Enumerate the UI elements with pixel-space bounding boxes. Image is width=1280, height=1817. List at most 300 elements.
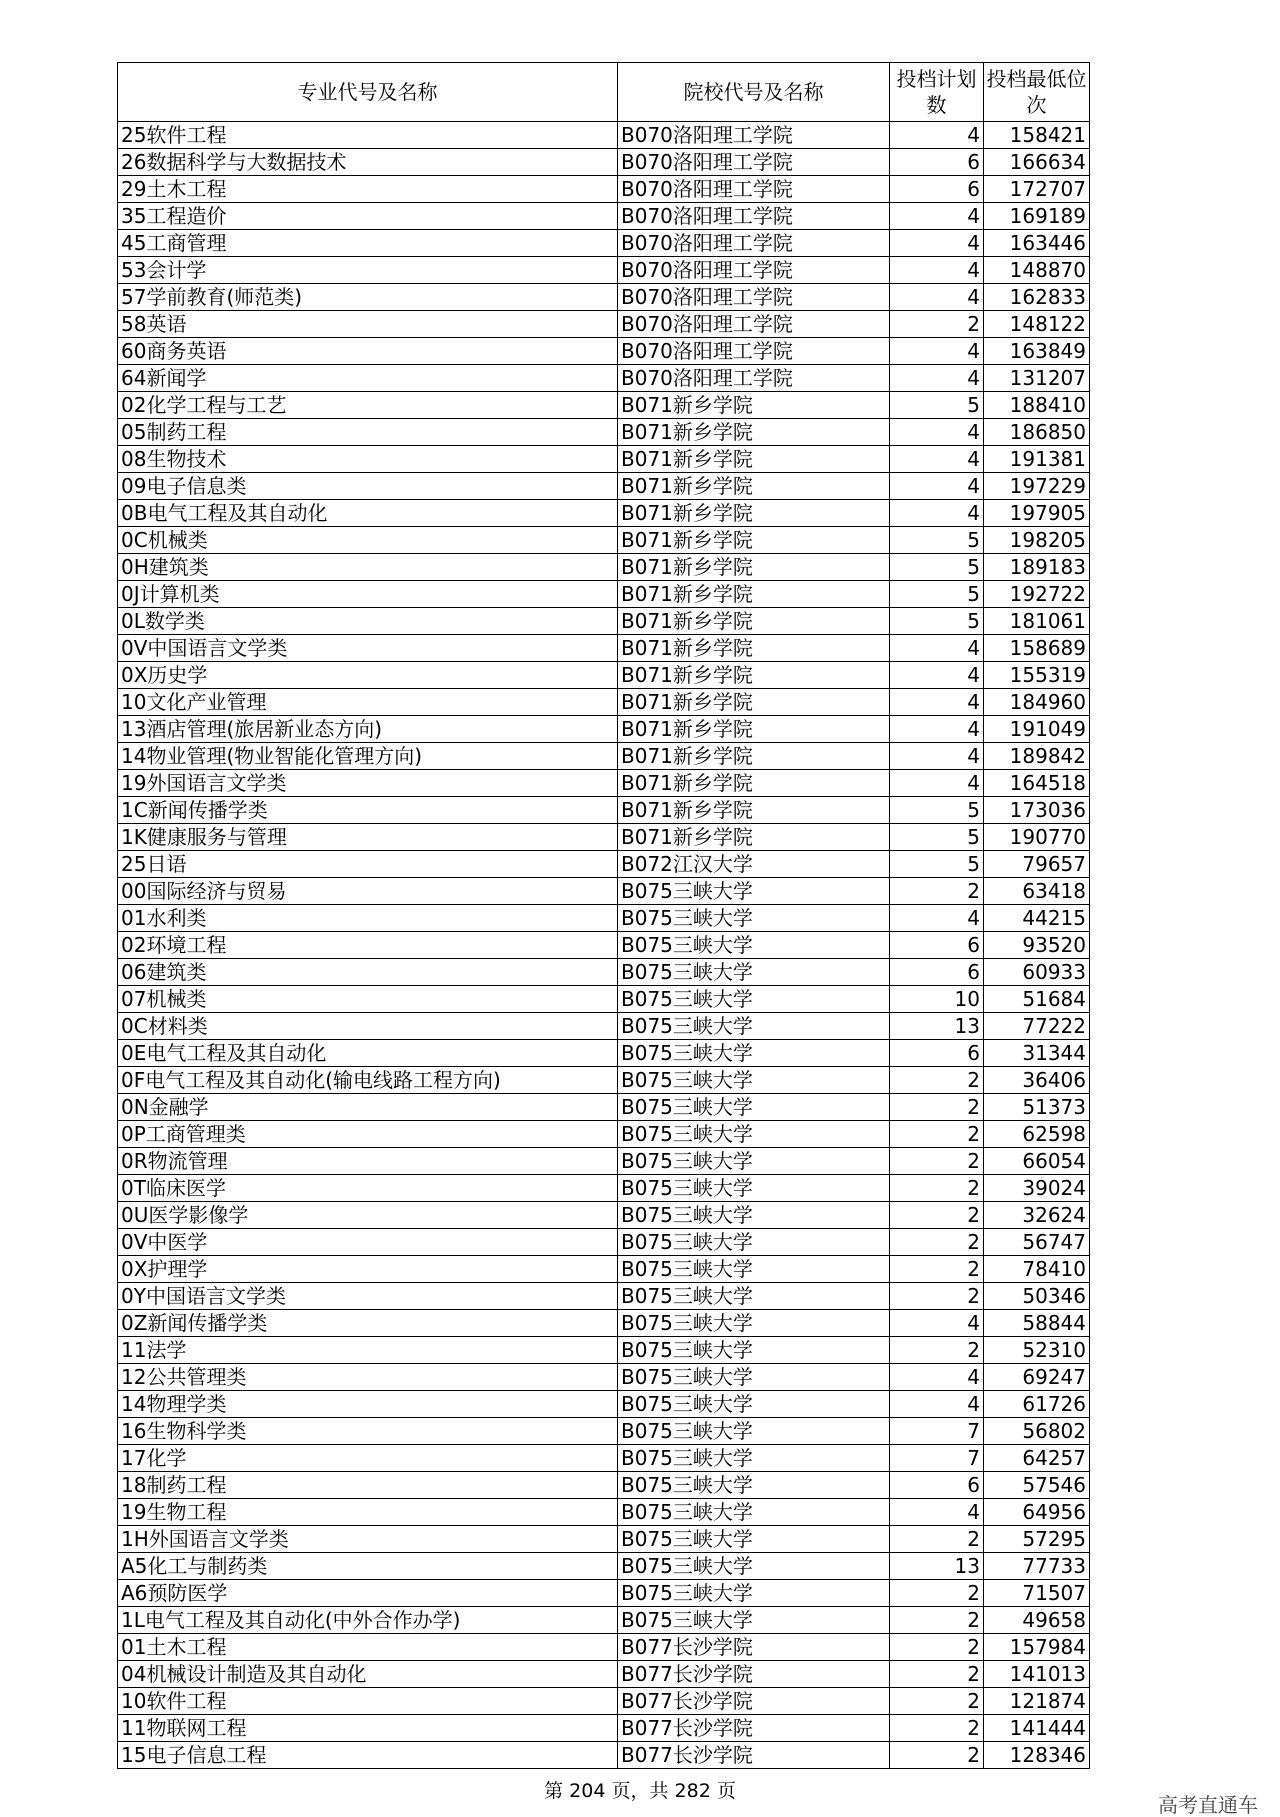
- cell-rank: 163849: [984, 338, 1090, 365]
- cell-rank: 158689: [984, 635, 1090, 662]
- cell-major: 0E电气工程及其自动化: [118, 1040, 618, 1067]
- cell-rank: 141013: [984, 1661, 1090, 1688]
- table-row: [118, 1337, 1090, 1364]
- cell-rank: 190770: [984, 824, 1090, 851]
- cell-rank: 189183: [984, 554, 1090, 581]
- cell-rank: 39024: [984, 1175, 1090, 1202]
- cell-rank: 186850: [984, 419, 1090, 446]
- cell-major: 0V中国语言文学类: [118, 635, 618, 662]
- cell-plan: 2: [890, 1580, 984, 1607]
- cell-plan: 4: [890, 122, 984, 149]
- cell-major: 01土木工程: [118, 1634, 618, 1661]
- cell-school: B071新乡学院: [618, 392, 890, 419]
- cell-major: 0H建筑类: [118, 554, 618, 581]
- cell-plan: 4: [890, 419, 984, 446]
- cell-major: 57学前教育(师范类): [118, 284, 618, 311]
- table-row: [118, 581, 1090, 608]
- table-row: [118, 1391, 1090, 1418]
- cell-rank: 164518: [984, 770, 1090, 797]
- cell-plan: 4: [890, 473, 984, 500]
- cell-school: B070洛阳理工学院: [618, 176, 890, 203]
- table-row: [118, 257, 1090, 284]
- cell-school: B070洛阳理工学院: [618, 149, 890, 176]
- cell-school: B071新乡学院: [618, 608, 890, 635]
- cell-major: 0C机械类: [118, 527, 618, 554]
- cell-plan: 13: [890, 1013, 984, 1040]
- cell-major: 14物业管理(物业智能化管理方向): [118, 743, 618, 770]
- cell-school: B075三峡大学: [618, 1607, 890, 1634]
- table-row: [118, 689, 1090, 716]
- table-row: [118, 905, 1090, 932]
- cell-school: B070洛阳理工学院: [618, 122, 890, 149]
- table-row: [118, 1580, 1090, 1607]
- cell-rank: 62598: [984, 1121, 1090, 1148]
- cell-plan: 4: [890, 365, 984, 392]
- cell-school: B070洛阳理工学院: [618, 338, 890, 365]
- cell-rank: 184960: [984, 689, 1090, 716]
- cell-plan: 6: [890, 959, 984, 986]
- table-row: [118, 1121, 1090, 1148]
- cell-plan: 2: [890, 311, 984, 338]
- cell-rank: 57295: [984, 1526, 1090, 1553]
- cell-plan: 5: [890, 824, 984, 851]
- table-row: [118, 1094, 1090, 1121]
- cell-major: 0R物流管理: [118, 1148, 618, 1175]
- cell-school: B071新乡学院: [618, 500, 890, 527]
- cell-major: 14物理学类: [118, 1391, 618, 1418]
- table-row: [118, 608, 1090, 635]
- cell-school: B075三峡大学: [618, 1229, 890, 1256]
- cell-school: B075三峡大学: [618, 1175, 890, 1202]
- cell-school: B075三峡大学: [618, 1526, 890, 1553]
- cell-rank: 63418: [984, 878, 1090, 905]
- cell-major: 64新闻学: [118, 365, 618, 392]
- cell-major: 0Y中国语言文学类: [118, 1283, 618, 1310]
- cell-rank: 50346: [984, 1283, 1090, 1310]
- cell-rank: 69247: [984, 1364, 1090, 1391]
- cell-major: 11物联网工程: [118, 1715, 618, 1742]
- cell-plan: 6: [890, 176, 984, 203]
- cell-rank: 131207: [984, 365, 1090, 392]
- cell-major: 02环境工程: [118, 932, 618, 959]
- cell-school: B071新乡学院: [618, 716, 890, 743]
- table-row: [118, 797, 1090, 824]
- cell-rank: 64956: [984, 1499, 1090, 1526]
- cell-plan: 4: [890, 905, 984, 932]
- cell-rank: 71507: [984, 1580, 1090, 1607]
- cell-major: 25日语: [118, 851, 618, 878]
- cell-plan: 4: [890, 770, 984, 797]
- cell-plan: 5: [890, 392, 984, 419]
- cell-major: 00国际经济与贸易: [118, 878, 618, 905]
- cell-rank: 173036: [984, 797, 1090, 824]
- cell-plan: 4: [890, 1310, 984, 1337]
- cell-school: B075三峡大学: [618, 1553, 890, 1580]
- watermark-text: 高考直通车: [1158, 1793, 1258, 1817]
- cell-major: 0P工商管理类: [118, 1121, 618, 1148]
- cell-school: B075三峡大学: [618, 1391, 890, 1418]
- cell-school: B070洛阳理工学院: [618, 284, 890, 311]
- table-row: [118, 986, 1090, 1013]
- cell-major: 10软件工程: [118, 1688, 618, 1715]
- table-row: [118, 1715, 1090, 1742]
- cell-school: B075三峡大学: [618, 1337, 890, 1364]
- table-row: [118, 932, 1090, 959]
- table-row: [118, 1661, 1090, 1688]
- cell-plan: 5: [890, 581, 984, 608]
- cell-major: 07机械类: [118, 986, 618, 1013]
- cell-school: B075三峡大学: [618, 1256, 890, 1283]
- cell-rank: 79657: [984, 851, 1090, 878]
- cell-plan: 2: [890, 1634, 984, 1661]
- cell-rank: 78410: [984, 1256, 1090, 1283]
- table-row: [118, 1634, 1090, 1661]
- cell-school: B075三峡大学: [618, 1202, 890, 1229]
- cell-rank: 57546: [984, 1472, 1090, 1499]
- cell-major: 11法学: [118, 1337, 618, 1364]
- cell-plan: 2: [890, 1148, 984, 1175]
- table-row: [118, 338, 1090, 365]
- header-plan: 投档计划数: [890, 63, 984, 122]
- cell-plan: 6: [890, 1472, 984, 1499]
- cell-school: B075三峡大学: [618, 1310, 890, 1337]
- cell-major: 0J计算机类: [118, 581, 618, 608]
- cell-school: B070洛阳理工学院: [618, 365, 890, 392]
- cell-school: B075三峡大学: [618, 1148, 890, 1175]
- table-row: [118, 1148, 1090, 1175]
- cell-plan: 2: [890, 1229, 984, 1256]
- cell-plan: 13: [890, 1553, 984, 1580]
- cell-school: B075三峡大学: [618, 1472, 890, 1499]
- table-row: [118, 1310, 1090, 1337]
- table-row: [118, 1688, 1090, 1715]
- table-row: [118, 446, 1090, 473]
- cell-rank: 66054: [984, 1148, 1090, 1175]
- cell-school: B071新乡学院: [618, 554, 890, 581]
- cell-major: 12公共管理类: [118, 1364, 618, 1391]
- cell-school: B077长沙学院: [618, 1661, 890, 1688]
- page-number: 第 204 页，共 282 页: [544, 1780, 736, 1802]
- cell-school: B071新乡学院: [618, 635, 890, 662]
- cell-school: B075三峡大学: [618, 1094, 890, 1121]
- cell-rank: 52310: [984, 1337, 1090, 1364]
- cell-school: B071新乡学院: [618, 743, 890, 770]
- cell-major: 05制药工程: [118, 419, 618, 446]
- cell-rank: 77733: [984, 1553, 1090, 1580]
- table-row: [118, 149, 1090, 176]
- table-row: [118, 716, 1090, 743]
- cell-major: 19外国语言文学类: [118, 770, 618, 797]
- cell-school: B075三峡大学: [618, 905, 890, 932]
- cell-rank: 197229: [984, 473, 1090, 500]
- cell-major: 0L数学类: [118, 608, 618, 635]
- cell-plan: 6: [890, 932, 984, 959]
- cell-rank: 191049: [984, 716, 1090, 743]
- cell-school: B075三峡大学: [618, 1418, 890, 1445]
- cell-plan: 4: [890, 635, 984, 662]
- cell-major: A5化工与制药类: [118, 1553, 618, 1580]
- cell-major: 02化学工程与工艺: [118, 392, 618, 419]
- cell-school: B071新乡学院: [618, 473, 890, 500]
- cell-school: B071新乡学院: [618, 689, 890, 716]
- cell-major: 0U医学影像学: [118, 1202, 618, 1229]
- cell-plan: 4: [890, 338, 984, 365]
- table-row: [118, 1526, 1090, 1553]
- cell-plan: 2: [890, 878, 984, 905]
- cell-major: 0C材料类: [118, 1013, 618, 1040]
- cell-rank: 36406: [984, 1067, 1090, 1094]
- cell-rank: 191381: [984, 446, 1090, 473]
- cell-plan: 4: [890, 662, 984, 689]
- cell-rank: 162833: [984, 284, 1090, 311]
- table-row: [118, 1553, 1090, 1580]
- cell-major: 25软件工程: [118, 122, 618, 149]
- cell-plan: 4: [890, 743, 984, 770]
- cell-school: B071新乡学院: [618, 527, 890, 554]
- cell-major: 1K健康服务与管理: [118, 824, 618, 851]
- cell-major: A6预防医学: [118, 1580, 618, 1607]
- header-major: 专业代号及名称: [118, 63, 618, 122]
- table-row: [118, 1202, 1090, 1229]
- cell-plan: 2: [890, 1742, 984, 1769]
- cell-school: B072江汉大学: [618, 851, 890, 878]
- cell-rank: 32624: [984, 1202, 1090, 1229]
- table-header: [118, 63, 1090, 122]
- table-row: [118, 122, 1090, 149]
- cell-rank: 163446: [984, 230, 1090, 257]
- cell-school: B070洛阳理工学院: [618, 311, 890, 338]
- cell-school: B071新乡学院: [618, 419, 890, 446]
- cell-rank: 141444: [984, 1715, 1090, 1742]
- cell-major: 45工商管理: [118, 230, 618, 257]
- table-row: [118, 1445, 1090, 1472]
- cell-school: B075三峡大学: [618, 1445, 890, 1472]
- cell-plan: 5: [890, 851, 984, 878]
- cell-school: B077长沙学院: [618, 1715, 890, 1742]
- table-row: [118, 824, 1090, 851]
- table-row: [118, 878, 1090, 905]
- cell-plan: 2: [890, 1121, 984, 1148]
- cell-rank: 148870: [984, 257, 1090, 284]
- cell-plan: 4: [890, 1391, 984, 1418]
- cell-major: 0V中医学: [118, 1229, 618, 1256]
- cell-rank: 56802: [984, 1418, 1090, 1445]
- cell-school: B070洛阳理工学院: [618, 230, 890, 257]
- cell-plan: 5: [890, 527, 984, 554]
- cell-plan: 2: [890, 1256, 984, 1283]
- cell-school: B075三峡大学: [618, 959, 890, 986]
- table-row: [118, 1256, 1090, 1283]
- cell-school: B075三峡大学: [618, 1121, 890, 1148]
- cell-school: B075三峡大学: [618, 1499, 890, 1526]
- cell-rank: 128346: [984, 1742, 1090, 1769]
- cell-rank: 93520: [984, 932, 1090, 959]
- cell-school: B075三峡大学: [618, 878, 890, 905]
- table-row: [118, 311, 1090, 338]
- table-row: [118, 284, 1090, 311]
- cell-rank: 181061: [984, 608, 1090, 635]
- cell-major: 01水利类: [118, 905, 618, 932]
- table-row: [118, 230, 1090, 257]
- cell-rank: 169189: [984, 203, 1090, 230]
- cell-major: 09电子信息类: [118, 473, 618, 500]
- cell-rank: 77222: [984, 1013, 1090, 1040]
- table-row: [118, 1607, 1090, 1634]
- cell-major: 16生物科学类: [118, 1418, 618, 1445]
- cell-rank: 158421: [984, 122, 1090, 149]
- cell-major: 0Z新闻传播学类: [118, 1310, 618, 1337]
- cell-major: 53会计学: [118, 257, 618, 284]
- cell-plan: 5: [890, 797, 984, 824]
- cell-rank: 121874: [984, 1688, 1090, 1715]
- table-row: [118, 959, 1090, 986]
- cell-rank: 60933: [984, 959, 1090, 986]
- cell-rank: 58844: [984, 1310, 1090, 1337]
- cell-rank: 198205: [984, 527, 1090, 554]
- cell-school: B071新乡学院: [618, 824, 890, 851]
- cell-rank: 44215: [984, 905, 1090, 932]
- cell-school: B075三峡大学: [618, 1283, 890, 1310]
- cell-major: 60商务英语: [118, 338, 618, 365]
- cell-rank: 64257: [984, 1445, 1090, 1472]
- table-row: [118, 473, 1090, 500]
- cell-rank: 192722: [984, 581, 1090, 608]
- cell-school: B071新乡学院: [618, 581, 890, 608]
- cell-plan: 5: [890, 608, 984, 635]
- cell-school: B071新乡学院: [618, 446, 890, 473]
- cell-plan: 2: [890, 1067, 984, 1094]
- cell-school: B075三峡大学: [618, 986, 890, 1013]
- cell-plan: 6: [890, 149, 984, 176]
- table-row: [118, 662, 1090, 689]
- cell-rank: 189842: [984, 743, 1090, 770]
- table-row: [118, 1742, 1090, 1769]
- table-row: [118, 419, 1090, 446]
- table-row: [118, 176, 1090, 203]
- cell-rank: 51684: [984, 986, 1090, 1013]
- cell-major: 1C新闻传播学类: [118, 797, 618, 824]
- table-row: [118, 527, 1090, 554]
- cell-plan: 4: [890, 230, 984, 257]
- table-row: [118, 1499, 1090, 1526]
- cell-school: B075三峡大学: [618, 1067, 890, 1094]
- cell-plan: 2: [890, 1283, 984, 1310]
- cell-school: B075三峡大学: [618, 1364, 890, 1391]
- table-row: [118, 1472, 1090, 1499]
- cell-plan: 7: [890, 1418, 984, 1445]
- cell-school: B077长沙学院: [618, 1688, 890, 1715]
- table-row: [118, 500, 1090, 527]
- cell-major: 18制药工程: [118, 1472, 618, 1499]
- cell-rank: 188410: [984, 392, 1090, 419]
- cell-rank: 148122: [984, 311, 1090, 338]
- cell-major: 19生物工程: [118, 1499, 618, 1526]
- admission-table: [117, 62, 1090, 1769]
- cell-major: 0X护理学: [118, 1256, 618, 1283]
- cell-plan: 5: [890, 554, 984, 581]
- cell-plan: 2: [890, 1175, 984, 1202]
- cell-major: 06建筑类: [118, 959, 618, 986]
- cell-rank: 166634: [984, 149, 1090, 176]
- cell-rank: 56747: [984, 1229, 1090, 1256]
- cell-plan: 4: [890, 284, 984, 311]
- table-row: [118, 203, 1090, 230]
- cell-rank: 172707: [984, 176, 1090, 203]
- cell-major: 0N金融学: [118, 1094, 618, 1121]
- cell-plan: 4: [890, 1499, 984, 1526]
- table-row: [118, 743, 1090, 770]
- table-row: [118, 365, 1090, 392]
- cell-school: B077长沙学院: [618, 1634, 890, 1661]
- cell-school: B077长沙学院: [618, 1742, 890, 1769]
- cell-plan: 4: [890, 689, 984, 716]
- table-row: [118, 1013, 1090, 1040]
- cell-rank: 31344: [984, 1040, 1090, 1067]
- cell-school: B075三峡大学: [618, 1013, 890, 1040]
- table-row: [118, 851, 1090, 878]
- table-row: [118, 1364, 1090, 1391]
- cell-plan: 4: [890, 446, 984, 473]
- table-row: [118, 770, 1090, 797]
- cell-plan: 2: [890, 1337, 984, 1364]
- table-row: [118, 1040, 1090, 1067]
- cell-major: 04机械设计制造及其自动化: [118, 1661, 618, 1688]
- cell-school: B071新乡学院: [618, 662, 890, 689]
- cell-school: B071新乡学院: [618, 770, 890, 797]
- table-row: [118, 1067, 1090, 1094]
- table-row: [118, 1229, 1090, 1256]
- cell-major: 0T临床医学: [118, 1175, 618, 1202]
- cell-major: 15电子信息工程: [118, 1742, 618, 1769]
- table-row: [118, 554, 1090, 581]
- cell-plan: 4: [890, 500, 984, 527]
- cell-rank: 197905: [984, 500, 1090, 527]
- cell-school: B075三峡大学: [618, 1580, 890, 1607]
- cell-school: B070洛阳理工学院: [618, 203, 890, 230]
- cell-plan: 4: [890, 257, 984, 284]
- cell-plan: 2: [890, 1607, 984, 1634]
- cell-plan: 2: [890, 1202, 984, 1229]
- table-row: [118, 1283, 1090, 1310]
- cell-major: 29土木工程: [118, 176, 618, 203]
- cell-plan: 2: [890, 1661, 984, 1688]
- cell-major: 13酒店管理(旅居新业态方向): [118, 716, 618, 743]
- cell-major: 10文化产业管理: [118, 689, 618, 716]
- header-row: [118, 63, 1090, 122]
- cell-rank: 51373: [984, 1094, 1090, 1121]
- cell-plan: 4: [890, 1364, 984, 1391]
- cell-plan: 2: [890, 1094, 984, 1121]
- cell-major: 0F电气工程及其自动化(输电线路工程方向): [118, 1067, 618, 1094]
- cell-plan: 4: [890, 203, 984, 230]
- table-row: [118, 635, 1090, 662]
- table-row: [118, 1175, 1090, 1202]
- cell-school: B075三峡大学: [618, 932, 890, 959]
- cell-major: 26数据科学与大数据技术: [118, 149, 618, 176]
- cell-plan: 2: [890, 1688, 984, 1715]
- cell-major: 0B电气工程及其自动化: [118, 500, 618, 527]
- cell-plan: 2: [890, 1526, 984, 1553]
- cell-major: 17化学: [118, 1445, 618, 1472]
- cell-major: 0X历史学: [118, 662, 618, 689]
- cell-school: B070洛阳理工学院: [618, 257, 890, 284]
- cell-rank: 155319: [984, 662, 1090, 689]
- cell-rank: 49658: [984, 1607, 1090, 1634]
- table-row: [118, 392, 1090, 419]
- cell-school: B075三峡大学: [618, 1040, 890, 1067]
- cell-major: 35工程造价: [118, 203, 618, 230]
- cell-school: B071新乡学院: [618, 797, 890, 824]
